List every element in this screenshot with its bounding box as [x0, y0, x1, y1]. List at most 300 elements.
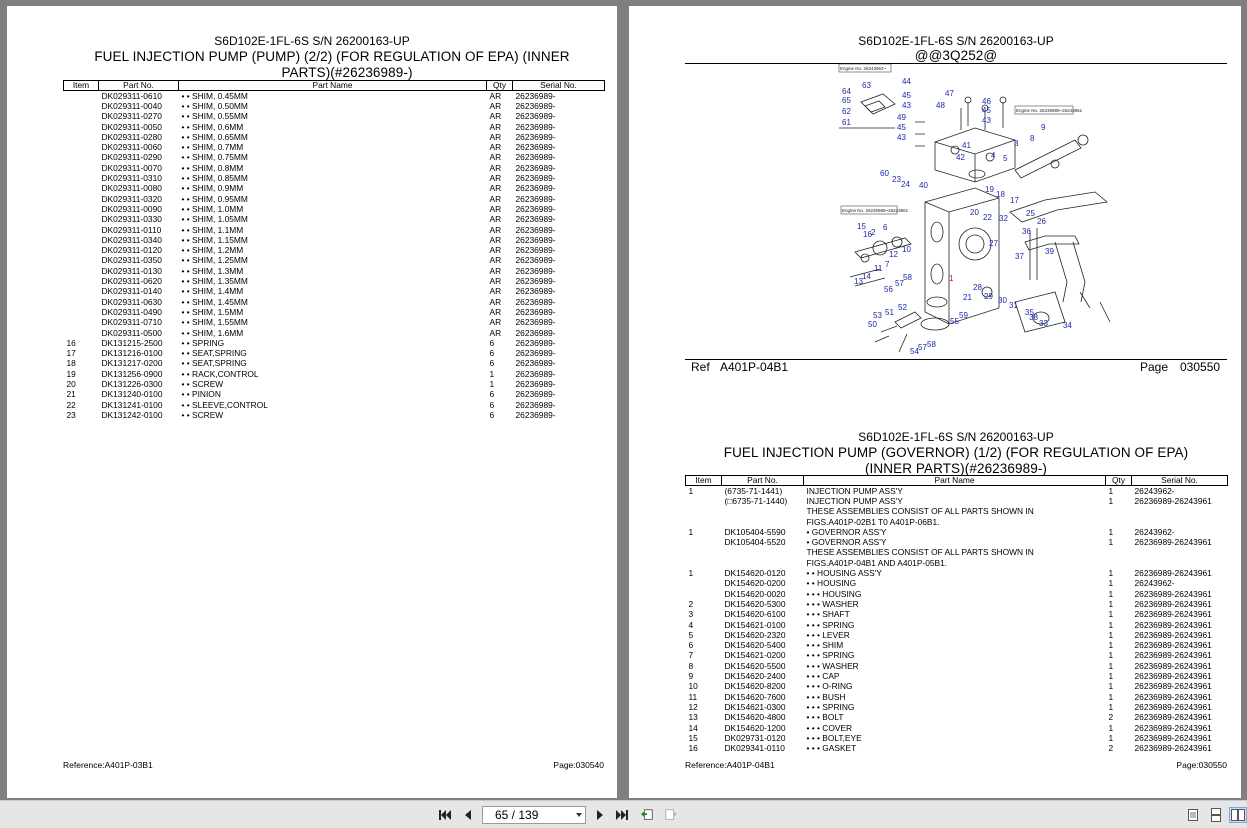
serial-number	[1132, 547, 1228, 557]
part-name: INJECTION PUMP ASS'Y	[806, 486, 903, 496]
part-name: • • SHIM, 1.1MM	[181, 224, 244, 235]
callout-label: 31	[1009, 301, 1018, 310]
callout-label: 16	[863, 230, 872, 239]
part-name: • • HOUSING ASS'Y	[806, 568, 882, 579]
serial-number: 26236989-	[515, 317, 556, 328]
item-number	[64, 214, 99, 224]
item-number: 14	[688, 722, 698, 733]
callout-label: 38	[1029, 313, 1038, 322]
part-name: • • • SHIM	[806, 640, 844, 651]
serial-number: 26243962-	[1134, 526, 1175, 537]
serial-number: 26236989-	[515, 224, 556, 235]
part-name: • • SHIM, 1.05MM	[181, 214, 248, 225]
quantity: AR	[489, 152, 502, 163]
table-row	[686, 620, 1228, 630]
callout-label: 46	[982, 97, 991, 106]
left-page	[7, 6, 617, 798]
quantity: 1	[1108, 537, 1114, 548]
serial-number: 26236989-26243961	[1134, 732, 1212, 743]
part-name: • • SHIM, 0.45MM	[181, 91, 248, 101]
part-number: DK131242-0100	[101, 409, 163, 420]
quantity: AR	[489, 203, 502, 214]
serial-number: 26236989-26243961	[1134, 537, 1212, 548]
part-number: DK154620-6100	[724, 609, 786, 620]
table-row	[64, 348, 605, 358]
item-number: 6	[688, 640, 694, 651]
callout-label: 13	[854, 277, 863, 286]
part-number: DK029311-0060	[101, 142, 162, 153]
item-number: 1	[688, 526, 694, 537]
part-name: • • HOUSING	[806, 578, 857, 589]
part-name: • • • BOLT,EYE	[806, 732, 862, 743]
quantity: AR	[489, 276, 502, 287]
table-row	[686, 681, 1228, 691]
serial-number: 26236989-	[515, 255, 556, 266]
quantity: 6	[489, 348, 495, 359]
serial-number: 26236989-	[515, 111, 556, 122]
serial-number: 26236989-	[515, 276, 556, 287]
quantity: 1	[1108, 588, 1114, 599]
item-number	[64, 266, 99, 276]
quantity: AR	[489, 234, 502, 245]
serial-number: 26236989-	[515, 142, 556, 153]
part-number: DK154620-8200	[724, 681, 786, 692]
table-row	[64, 245, 605, 255]
callout-label: 52	[898, 303, 907, 312]
first-page-icon[interactable]	[438, 808, 452, 822]
item-number: 7	[688, 650, 694, 661]
part-number: DK154620-4800	[724, 712, 786, 723]
part-number: DK154620-5300	[724, 598, 786, 609]
item-number: 16	[688, 743, 698, 754]
callout-label: 57	[895, 279, 904, 288]
item-number	[64, 101, 99, 111]
serial-number: 26236989-	[515, 234, 556, 245]
quantity: 1	[1108, 619, 1114, 630]
part-number	[722, 506, 804, 516]
single-page-view-icon[interactable]	[1186, 808, 1200, 822]
part-name: • • SHIM, 0.55MM	[181, 111, 248, 122]
item-number	[64, 276, 99, 286]
table-row	[686, 712, 1228, 722]
part-number: DK029311-0620	[101, 276, 162, 287]
quantity: AR	[489, 183, 502, 194]
part-number: DK029311-0710	[101, 317, 162, 328]
part-number: DK029341-0110	[724, 743, 785, 754]
part-number: DK029311-0040	[101, 101, 162, 111]
callout-label: 55	[950, 317, 959, 326]
quantity: 1	[1108, 609, 1114, 620]
header-part-no: Part No.	[722, 476, 804, 486]
table-row	[686, 650, 1228, 660]
item-number	[686, 589, 722, 599]
serial-number: 26236989-	[515, 121, 556, 132]
part-number: DK154620-5400	[724, 640, 786, 651]
serial-number: 26236989-	[515, 91, 556, 101]
serial-number: 26236989-26243961	[1134, 640, 1212, 651]
part-name: • • SHIM, 1.35MM	[181, 276, 248, 287]
next-page-icon[interactable]	[593, 808, 607, 822]
callout-label: 5	[1003, 154, 1008, 163]
item-number	[64, 132, 99, 142]
quantity: AR	[489, 131, 502, 142]
callout-label: 27	[989, 239, 998, 248]
part-number: DK029731-0120	[724, 732, 786, 743]
callout-label: 63	[862, 81, 871, 90]
item-number: 22	[66, 399, 76, 410]
callout-label: 25	[1026, 209, 1035, 218]
quantity: AR	[489, 286, 502, 297]
part-name: • • SHIM, 1.0MM	[181, 203, 244, 214]
quantity: 1	[1108, 671, 1114, 682]
item-number: 16	[66, 337, 76, 348]
quantity: 1	[1108, 640, 1114, 651]
go-forward-view-icon[interactable]	[664, 808, 678, 822]
quantity: 1	[1108, 526, 1114, 537]
item-number	[64, 173, 99, 183]
serial-number: 26236989-	[515, 306, 556, 317]
table-row	[64, 307, 605, 317]
table-row	[686, 630, 1228, 640]
item-number: 19	[66, 368, 76, 379]
part-number: DK131226-0300	[101, 379, 163, 390]
part-number: DK154620-0020	[724, 588, 786, 599]
serial-number: 26236989-26243961	[1134, 598, 1212, 609]
table-row	[64, 235, 605, 245]
quantity: 1	[489, 368, 495, 379]
quantity: 1	[1108, 650, 1114, 661]
callout-label: 4	[991, 151, 996, 160]
facing-pages-view-icon[interactable]	[1230, 808, 1246, 822]
item-number: 10	[688, 681, 698, 692]
previous-page-icon[interactable]	[461, 808, 475, 822]
part-name: • • SHIM, 0.75MM	[181, 152, 248, 163]
item-number	[686, 517, 722, 527]
serial-number: 26236989-	[515, 296, 556, 307]
part-number: DK029311-0050	[101, 121, 162, 132]
callout-label: 48	[936, 101, 945, 110]
quantity: AR	[489, 193, 502, 204]
serial-number: 26236989-	[515, 152, 556, 163]
part-name: • • • SPRING	[806, 701, 855, 712]
serial-number: 26236989-	[515, 193, 556, 204]
last-page-icon[interactable]	[615, 808, 629, 822]
model-heading-2: S6D102E-1FL-6S S/N 26200163-UP	[858, 430, 1054, 444]
serial-number: 26236989-	[515, 265, 556, 276]
part-name: • • SHIM, 1.4MM	[181, 286, 244, 297]
callout-label: 51	[885, 308, 894, 317]
serial-number	[1132, 506, 1228, 516]
part-name: • • • LEVER	[806, 629, 850, 640]
quantity: 1	[1108, 629, 1114, 640]
part-number: DK029311-0610	[101, 91, 162, 101]
callout-label: 65	[842, 96, 851, 105]
table-row	[686, 640, 1228, 650]
part-number: DK029311-0630	[101, 296, 162, 307]
part-number: DK154620-5500	[724, 660, 786, 671]
part-number: DK029311-0090	[101, 203, 162, 214]
quantity	[1106, 547, 1132, 557]
part-name: • • SLEEVE,CONTROL	[181, 399, 268, 410]
item-number: 1	[688, 486, 694, 496]
part-name: • • SHIM, 0.6MM	[181, 121, 244, 132]
table-row	[686, 702, 1228, 712]
part-number: DK029311-0080	[101, 183, 162, 194]
quantity: AR	[489, 265, 502, 276]
table-row	[686, 609, 1228, 619]
table-row	[64, 132, 605, 142]
part-name: INJECTION PUMP ASS'Y	[806, 496, 903, 506]
part-number: DK154620-0200	[724, 578, 786, 589]
parts-table	[63, 80, 605, 420]
table-row	[64, 142, 605, 152]
item-number	[64, 245, 99, 255]
table-row	[64, 338, 605, 348]
callout-label: 33	[1039, 319, 1048, 328]
quantity: 6	[489, 389, 495, 400]
serial-number: 26236989-	[515, 131, 556, 142]
table-row	[686, 661, 1228, 671]
quantity: 1	[1108, 486, 1114, 496]
part-number: DK154620-1200	[724, 722, 786, 733]
item-number: 5	[688, 629, 694, 640]
table-row	[686, 671, 1228, 681]
part-name: • • • COVER	[806, 722, 853, 733]
item-number: 17	[66, 348, 76, 359]
callout-label: 58	[903, 273, 912, 282]
item-number	[64, 255, 99, 265]
callout-label: 49	[897, 113, 906, 122]
item-number	[64, 163, 99, 173]
table-row	[64, 183, 605, 193]
callout-label: 54	[910, 347, 919, 356]
part-name: • • SHIM, 1.15MM	[181, 234, 248, 245]
section-title-line1: FUEL INJECTION PUMP (PUMP) (2/2) (FOR REGULATION OF EPA) (INNER	[94, 49, 570, 64]
table-row	[686, 692, 1228, 702]
ref-label: Ref	[691, 360, 710, 374]
part-name: • • SHIM, 0.8MM	[181, 162, 244, 173]
table-row	[64, 266, 605, 276]
item-number: 23	[66, 409, 76, 420]
part-name: • • SCREW	[181, 409, 224, 420]
diagram-tag-3: Engine No. 26236989~26243961	[842, 208, 909, 213]
model-heading: S6D102E-1FL-6S S/N 26200163-UP	[858, 34, 1054, 48]
page-number-select[interactable]	[482, 806, 586, 824]
callout-label: 22	[983, 213, 992, 222]
exploded-parts-diagram	[685, 62, 1227, 360]
callout-label: 58	[927, 340, 936, 349]
continuous-view-icon[interactable]	[1209, 808, 1223, 822]
part-number	[722, 558, 804, 568]
item-number: 3	[688, 609, 694, 620]
quantity: 6	[489, 337, 495, 348]
serial-number: 26236989-	[515, 327, 556, 338]
part-name: • • SPRING	[181, 337, 225, 348]
chevron-down-icon	[576, 813, 582, 817]
illustration-code: @@3Q252@	[914, 48, 998, 63]
callout-label: 61	[842, 118, 851, 127]
serial-number: 26236989-	[515, 183, 556, 194]
item-number	[686, 537, 722, 547]
serial-number: 26236989-	[515, 348, 556, 359]
serial-number: 26236989-	[515, 399, 556, 410]
table-row	[686, 527, 1228, 537]
right-page	[629, 6, 1241, 798]
serial-number: 26236989-26243961	[1134, 588, 1212, 599]
part-number: DK154620-7600	[724, 691, 786, 702]
model-heading: S6D102E-1FL-6S S/N 26200163-UP	[214, 34, 410, 48]
quantity: AR	[489, 142, 502, 153]
quantity: AR	[489, 306, 502, 317]
page-indicator: 65 / 139	[495, 808, 539, 822]
item-number: 11	[688, 691, 698, 702]
part-number: (□6735-71-1440)	[724, 496, 788, 506]
part-name: • • SHIM, 0.9MM	[181, 183, 244, 194]
table-row	[64, 410, 605, 420]
quantity: AR	[489, 162, 502, 173]
quantity: 1	[1108, 732, 1114, 743]
callout-label: 7	[885, 260, 890, 269]
part-number: DK154620-2320	[724, 629, 786, 640]
section-title2-line1: FUEL INJECTION PUMP (GOVERNOR) (1/2) (FOR REGULATION OF EPA)	[723, 445, 1189, 460]
quantity	[1106, 558, 1132, 568]
quantity: AR	[489, 224, 502, 235]
viewer-toolbar	[0, 800, 1247, 828]
item-number	[686, 496, 722, 506]
item-number	[64, 183, 99, 193]
item-number	[64, 91, 99, 102]
serial-number: 26236989-	[515, 286, 556, 297]
part-number: DK029311-0320	[101, 193, 162, 204]
table-row	[64, 297, 605, 307]
serial-number: 26236989-26243961	[1134, 671, 1212, 682]
callout-label: 36	[1022, 227, 1031, 236]
part-name: • • SHIM, 1.55MM	[181, 317, 248, 328]
part-number: DK154621-0100	[724, 619, 786, 630]
item-number	[64, 194, 99, 204]
part-number: DK029311-0110	[101, 224, 162, 235]
table-row	[686, 537, 1228, 547]
table-row	[686, 568, 1228, 578]
part-name: • • SEAT,SPRING	[181, 348, 247, 359]
quantity: AR	[489, 317, 502, 328]
table-row	[64, 152, 605, 162]
quantity: 1	[1108, 660, 1114, 671]
serial-number: 26236989-	[515, 358, 556, 369]
serial-number: 26236989-26243961	[1134, 660, 1212, 671]
table-row	[686, 599, 1228, 609]
callout-label: 62	[842, 107, 851, 116]
item-number	[64, 142, 99, 152]
callout-label: 53	[873, 311, 882, 320]
item-number: 9	[688, 671, 694, 682]
serial-number: 26236989-26243961	[1134, 712, 1212, 723]
serial-number	[1132, 517, 1228, 527]
callout-label: 12	[889, 250, 898, 259]
quantity: AR	[489, 91, 502, 101]
part-name: • • SHIM, 1.3MM	[181, 265, 244, 276]
ref-value: A401P-04B1	[720, 360, 789, 374]
table-row	[64, 400, 605, 410]
header-part-name: Part Name	[804, 476, 1106, 486]
quantity	[1106, 506, 1132, 516]
quantity: 2	[1108, 712, 1114, 723]
callout-label: 47	[945, 89, 954, 98]
part-number: DK131216-0100	[101, 348, 163, 359]
callout-label: 37	[1015, 252, 1024, 261]
part-name: • • SHIM, 1.45MM	[181, 296, 248, 307]
part-number: DK029311-0280	[101, 131, 162, 142]
table-row	[686, 547, 1228, 557]
part-name: • • • BOLT	[806, 712, 844, 723]
header-part-name: Part Name	[179, 81, 487, 91]
header-serial-no: Serial No.	[513, 81, 605, 91]
footer-reference: Reference:A401P-04B1	[685, 760, 775, 770]
callout-label: 19	[985, 185, 994, 194]
table-row	[686, 723, 1228, 733]
serial-number: 26236989-26243961	[1134, 743, 1212, 754]
quantity: 1	[1108, 722, 1114, 733]
quantity: 1	[1108, 568, 1114, 579]
part-name: • • SCREW	[181, 379, 224, 390]
callout-label: 1	[949, 274, 954, 283]
callout-label: 34	[1063, 321, 1072, 330]
callout-label: 43	[897, 133, 906, 142]
part-name: THESE ASSEMBLIES CONSIST OF ALL PARTS SHOWN IN	[806, 506, 1034, 517]
go-back-view-icon[interactable]	[640, 808, 654, 822]
callout-label: 18	[996, 190, 1005, 199]
callout-label: 42	[956, 153, 965, 162]
callout-label: 2	[871, 228, 876, 237]
part-number: DK029311-0070	[101, 162, 162, 173]
part-name: • • • O-RING	[806, 681, 853, 692]
table-row	[686, 743, 1228, 753]
part-number	[722, 547, 804, 557]
callout-label: 23	[892, 175, 901, 184]
section-title2-line2: (INNER PARTS)(#26236989-)	[864, 461, 1048, 476]
part-number: DK029311-0270	[101, 111, 162, 122]
item-number	[64, 235, 99, 245]
serial-number: 26236989-	[515, 368, 556, 379]
callout-label: 10	[902, 245, 911, 254]
serial-number: 26243962-	[1134, 486, 1175, 496]
callout-label: 50	[868, 320, 877, 329]
table-row	[64, 328, 605, 338]
table-row	[686, 558, 1228, 568]
table-row	[686, 733, 1228, 743]
callout-label: 30	[998, 296, 1007, 305]
serial-number: 26236989-	[515, 245, 556, 256]
serial-number: 26236989-26243961	[1134, 681, 1212, 692]
item-number	[64, 328, 99, 338]
callout-label: 3	[1014, 139, 1019, 148]
item-number	[686, 578, 722, 588]
table-row	[686, 496, 1228, 506]
callout-label: 60	[880, 169, 889, 178]
quantity: AR	[489, 101, 502, 111]
header-item: Item	[64, 81, 99, 91]
part-name: • GOVERNOR ASS'Y	[806, 526, 887, 537]
diagram-tag-2: Engine No. 26236989~26243961	[1016, 108, 1083, 113]
part-name: • • • SHAFT	[806, 609, 850, 620]
item-number: 18	[66, 358, 76, 369]
table-row	[686, 589, 1228, 599]
part-name: • • SEAT,SPRING	[181, 358, 247, 369]
callout-label: 32	[999, 214, 1008, 223]
quantity: 1	[1108, 496, 1114, 506]
serial-number: 26243962-	[1134, 578, 1175, 589]
table-row	[64, 255, 605, 265]
